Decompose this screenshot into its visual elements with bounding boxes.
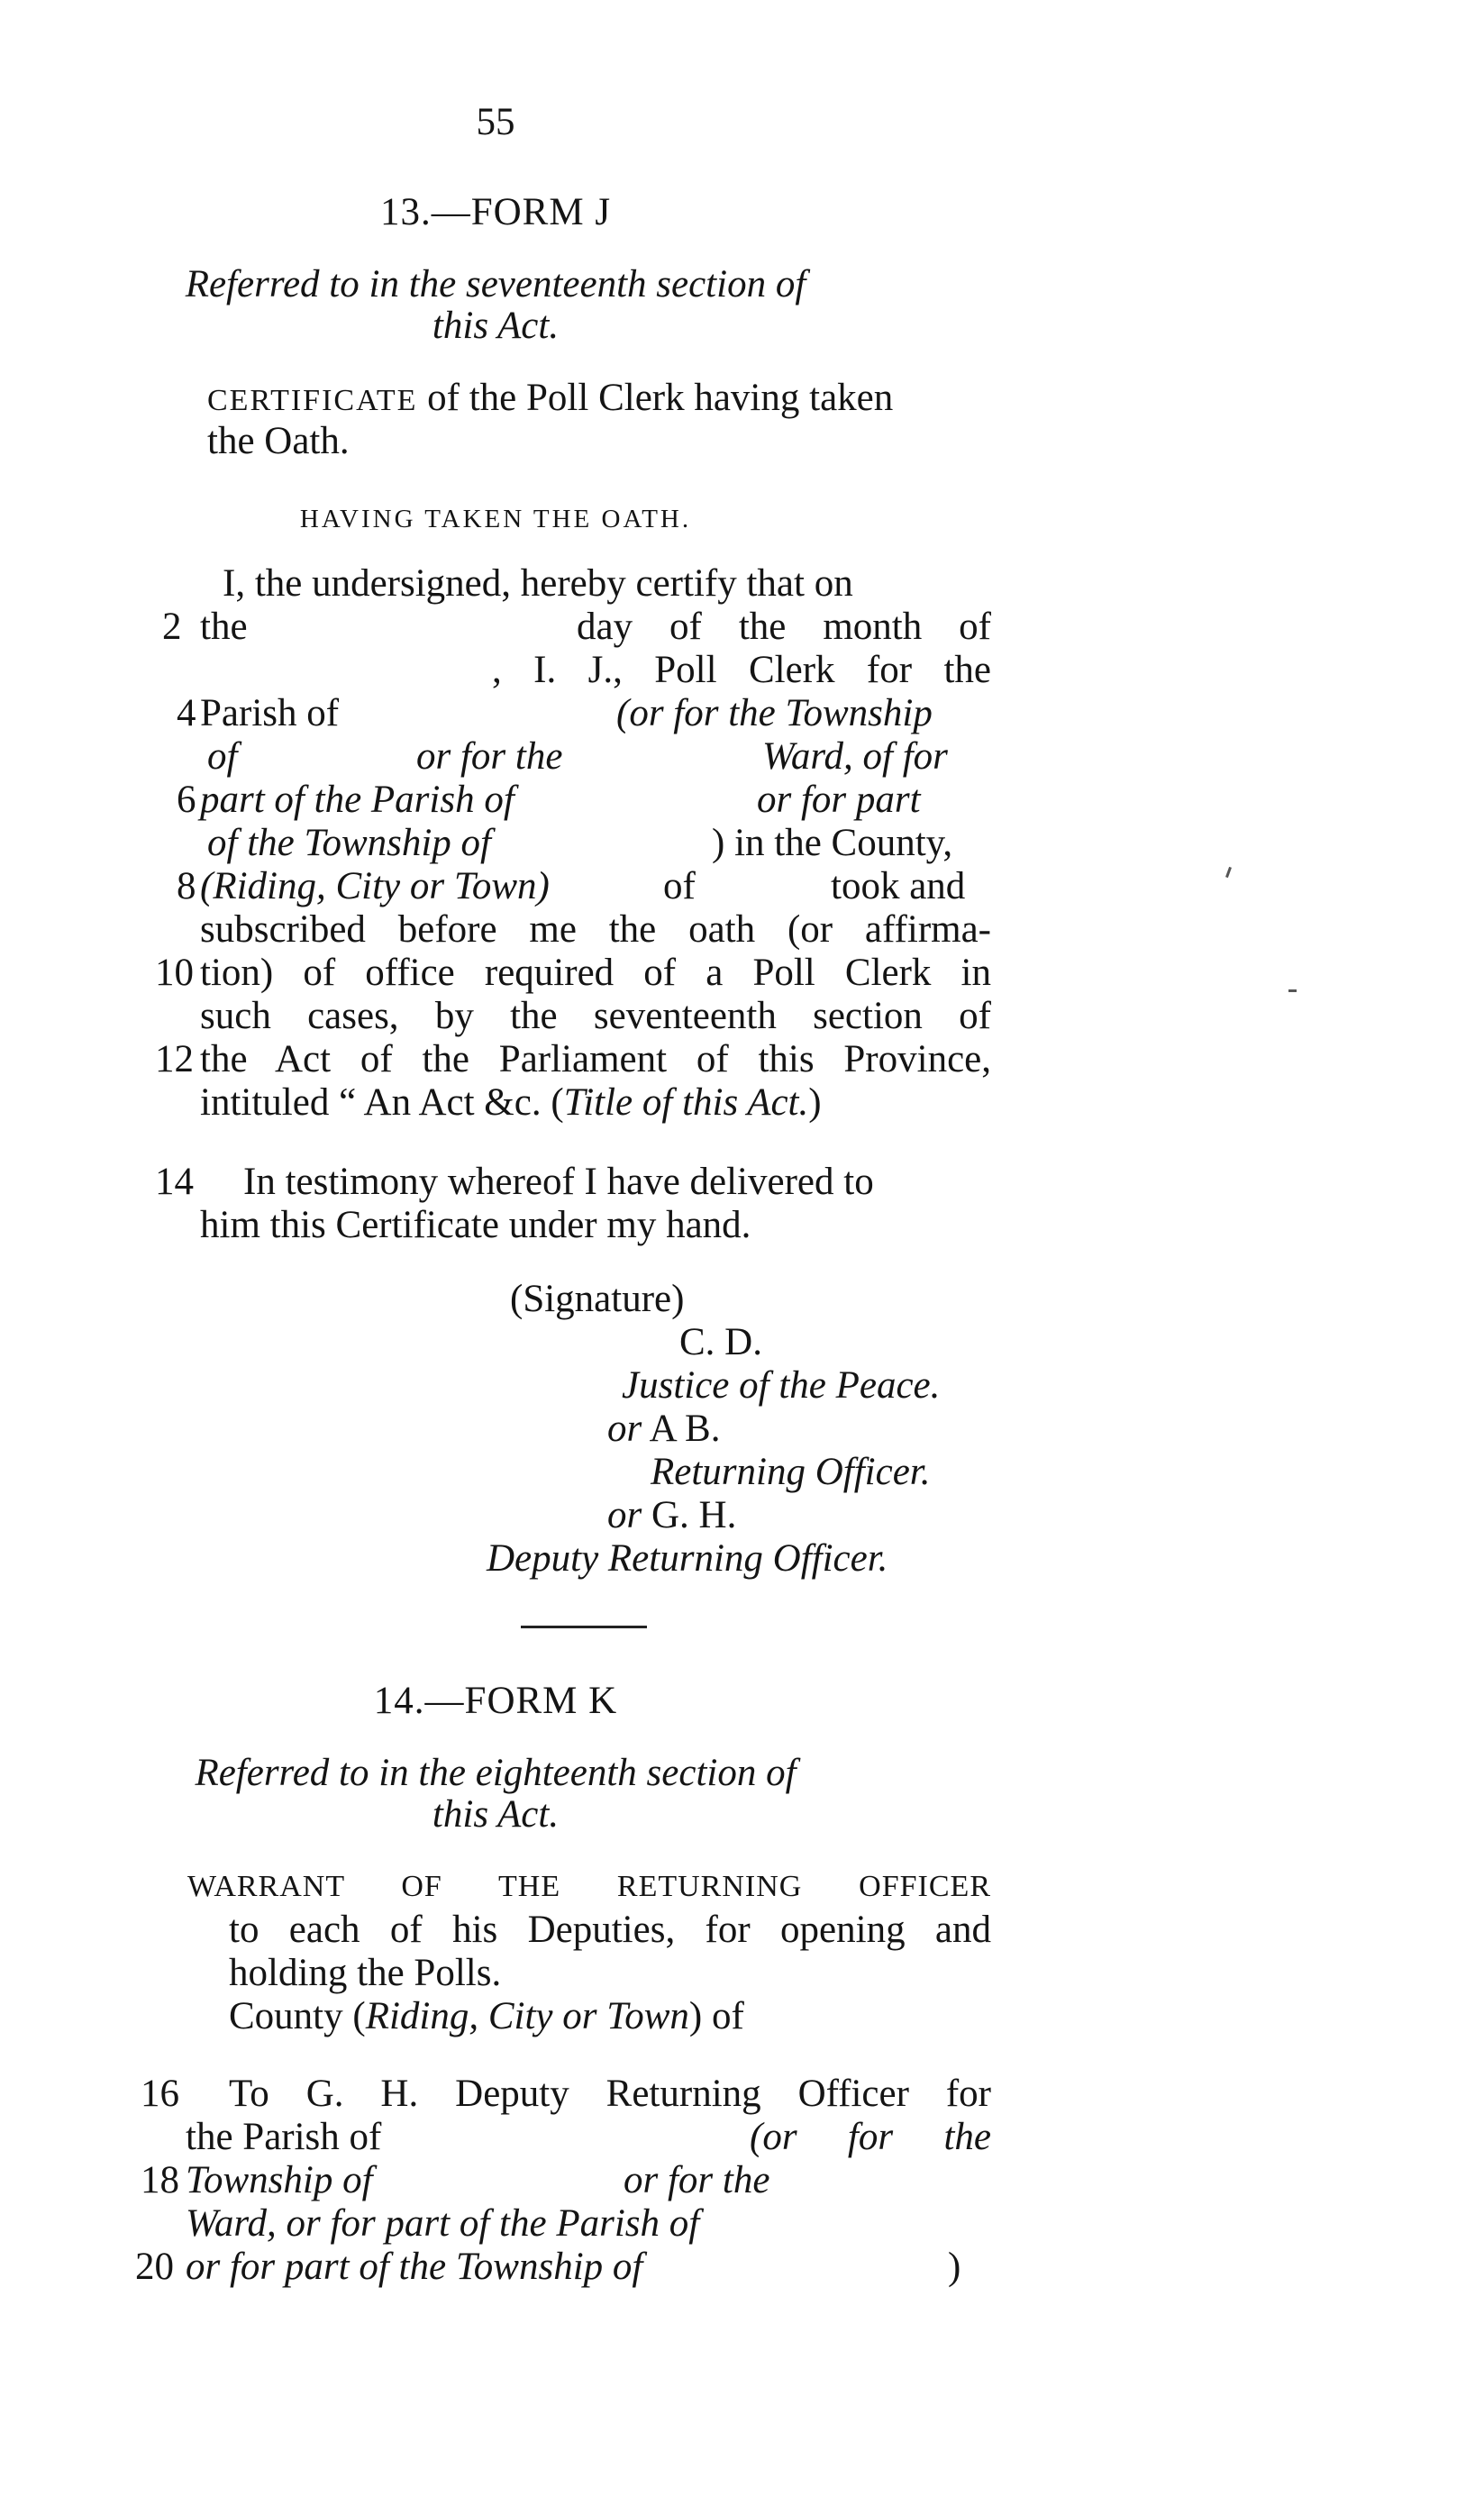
signature-or-2: or G. H. — [607, 1494, 737, 1536]
form-k-heading: 14.—FORM K — [373, 1680, 618, 1722]
form-j-body-line3: , I. J., Poll Clerk for the — [492, 649, 991, 691]
form-j-testimony-line2: him this Certificate under my hand. — [200, 1204, 751, 1246]
form-j-body-line4b: (or for the Township — [616, 692, 933, 734]
line-number: 16 — [141, 2073, 179, 2115]
form-k-body-line1: To G. H. Deputy Returning Officer for — [229, 2073, 991, 2115]
form-k-referred-line2: this Act. — [432, 1793, 560, 1836]
form-j-body-line11: such cases, by the seventeenth section of — [200, 995, 991, 1037]
scan-speck — [1225, 867, 1232, 878]
form-j-caption-line1 — [207, 377, 893, 423]
form-j-body-line5a: of — [207, 735, 238, 778]
page-number: 55 — [476, 101, 515, 143]
form-k-referred-line1: Referred to in the eighteenth section of — [195, 1752, 797, 1794]
signature-or-1: or A B. — [607, 1408, 721, 1450]
form-k-body-line4: Ward, or for part of the Parish of — [186, 2202, 700, 2245]
line-number: 12 — [155, 1038, 194, 1080]
form-j-body-line10: tion) of office required of a Poll Clerk in — [200, 952, 991, 994]
scan-speck — [1288, 989, 1297, 992]
section-divider — [521, 1626, 647, 1628]
form-j-body-line8b: of — [663, 865, 696, 907]
line-number: 20 — [135, 2246, 174, 2288]
form-j-body-line6b: or for part — [757, 779, 921, 821]
form-k-caption-line1: WARRANT OF THE RETURNING OFFICER — [187, 1870, 991, 1903]
form-j-referred-line1: Referred to in the seventeenth section of — [185, 263, 806, 305]
form-j-referred-line2: this Act. — [432, 305, 560, 347]
line-number: 14 — [155, 1161, 194, 1203]
signature-deputy-returning-officer: Deputy Returning Officer. — [487, 1537, 888, 1580]
form-j-body-line8a: (Riding, City or Town) — [200, 865, 550, 907]
form-j-body-line5b: or for the — [416, 735, 563, 778]
line-number: 2 — [162, 606, 182, 648]
form-j-body-line8c: took and — [831, 865, 966, 907]
form-j-body-line7b: ) in the County, — [712, 822, 953, 864]
form-j-body-line1: I, the undersigned, hereby certify that on — [223, 562, 853, 605]
form-k-body-line3a: Township of — [186, 2159, 373, 2201]
form-k-body-line5a: or for part of the Township of — [186, 2246, 643, 2288]
form-j-caption-line2: the Oath. — [207, 420, 350, 462]
form-j-heading: 13.—FORM J — [379, 191, 612, 233]
signature-cd: C. D. — [679, 1321, 762, 1363]
form-j-testimony-line1: In testimony whereof I have delivered to — [243, 1161, 874, 1203]
form-j-body-line9: subscribed before me the oath (or affirma- — [200, 908, 991, 951]
signature-returning-officer: Returning Officer. — [651, 1451, 931, 1493]
form-k-body-line3b: or for the — [624, 2159, 770, 2201]
form-j-body-line5c: Ward, of for — [762, 735, 948, 778]
form-j-body-line2a: the — [200, 606, 248, 648]
line-number: 10 — [155, 952, 194, 994]
form-k-body-line2a: the Parish of — [186, 2116, 382, 2158]
signature-label: (Signature) — [510, 1278, 685, 1320]
form-k-body-line2b: (or for the — [750, 2116, 991, 2158]
form-j-body-line12: the Act of the Parliament of this Province, — [200, 1038, 991, 1080]
form-j-body-line13: intituled “ An Act &c. (Title of this Act.) — [200, 1081, 822, 1124]
line-number: 6 — [177, 779, 196, 821]
form-j-body-line7a: of the Township of — [207, 822, 492, 864]
line-number: 4 — [177, 692, 196, 734]
signature-justice-of-peace: Justice of the Peace. — [622, 1364, 941, 1407]
form-j-body-line4a: Parish of — [200, 692, 340, 734]
form-k-body-line5b: ) — [948, 2246, 961, 2288]
form-j-sub-heading: HAVING TAKEN THE OATH. — [299, 505, 692, 533]
form-j-body-line6a: part of the Parish of — [200, 779, 514, 821]
line-number: 8 — [177, 865, 196, 907]
form-j-caption-rest: of the Poll Clerk having taken — [417, 377, 894, 419]
form-k-caption-line2: to each of his Deputies, for opening and — [229, 1909, 991, 1951]
form-j-body-line2b: day of the month of — [577, 606, 991, 648]
line-number: 18 — [141, 2159, 179, 2201]
form-k-caption-line3: holding the Polls. — [229, 1952, 502, 1994]
form-k-county-line: County (Riding, City or Town) of — [229, 1995, 744, 2037]
form-j-caption-smallcaps: CERTIFICATE — [207, 384, 418, 417]
